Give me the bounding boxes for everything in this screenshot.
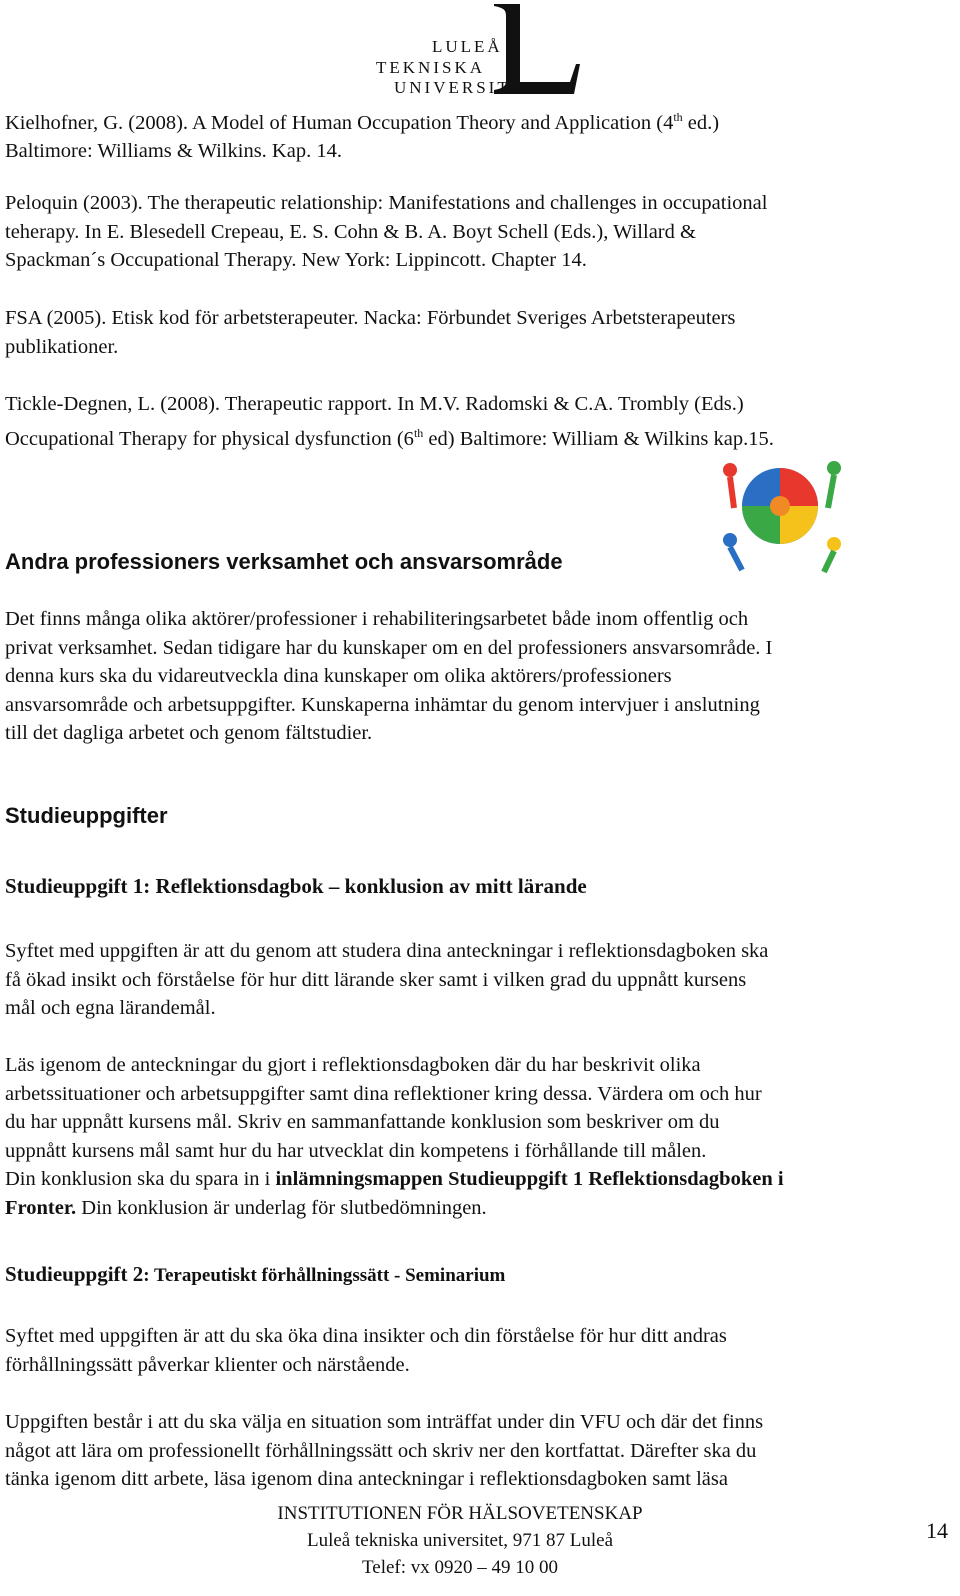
section-heading-study-tasks: Studieuppgifter [5, 803, 168, 828]
ref-text: FSA (2005). Etisk kod för arbetsterapeuter. Nacka: Förbundet Sveriges Arbetsterapeuters [5, 307, 736, 329]
ref-text: ed) Baltimore: William & Wilkins kap.15. [423, 427, 774, 450]
ref-text: Occupational Therapy for physical dysfunction (6 [5, 427, 414, 450]
paragraph-text: Din konklusion är underlag för slutbedömningen. [76, 1196, 487, 1219]
footer-institution: INSTITUTIONEN FÖR HÄLSOVETENSKAP [277, 1503, 643, 1524]
section-heading-professions: Andra professioners verksamhet och ansvarsområde [5, 549, 563, 574]
task-1-paragraph-2 [5, 1051, 950, 1222]
logo-line-1: LULEÅ [432, 37, 503, 56]
paragraph-line: ansvarsområde och arbetsuppgifter. Kunskaperna inhämtar du genom intervjuer i anslutning [5, 693, 760, 716]
paragraph-line: Syftet med uppgiften är att du genom att studera dina anteckningar i reflektionsdagboken ska [5, 940, 769, 962]
page-footer [240, 1500, 680, 1581]
ref-text: Tickle-Degnen, L. (2008). Therapeutic rapport. In M.V. Radomski & C.A. Trombly (Eds.) [5, 393, 744, 415]
reference-peloquin [5, 189, 950, 275]
paragraph-text: Din konklusion ska du spara in i [5, 1168, 276, 1190]
task-2-label: Studieuppgift 2 [5, 1262, 144, 1286]
page-number: 14 [926, 1518, 948, 1543]
paragraph-line: privat verksamhet. Sedan tidigare har du kunskaper om en del professioners ansvarsområde. I [5, 636, 773, 659]
footer-phone: Telef: vx 0920 – 49 10 00 [361, 1557, 559, 1578]
task-2-paragraph-1 [5, 1322, 950, 1379]
task-2-paragraph-2 [5, 1408, 950, 1494]
paragraph-line: arbetssituationer och arbetsuppgifter samt dina reflektioner kring dessa. Värdera om och hur [5, 1082, 762, 1105]
logo-line-2: TEKNISKA [376, 58, 485, 77]
logo-line-3: UNIVERSITET [394, 78, 538, 97]
paragraph-line: till det dagliga arbetet och genom fältstudier. [5, 722, 373, 744]
task-1-title: Studieuppgift 1: Reflektionsdagbok – konklusion av mitt lärande [5, 874, 587, 898]
paragraph-line: Läs igenom de anteckningar du gjort i reflektionsdagboken där du har beskrivit olika [5, 1054, 701, 1076]
superscript: th [673, 110, 683, 124]
paragraph-line: mål och egna lärandemål. [5, 997, 216, 1019]
paragraph-line: få ökad insikt och förståelse för hur ditt lärande sker samt i vilken grad du uppnått kursens [5, 968, 747, 991]
puzzle-people-illustration [716, 448, 850, 574]
task-2-title [5, 1262, 505, 1287]
ref-text: Peloquin (2003). The therapeutic relationship: Manifestations and challenges in occupational [5, 192, 768, 214]
paragraph-line: denna kurs ska du vidareutveckla dina kunskaper om olika aktörers/professioners [5, 665, 672, 687]
reference-tickle-degnen [5, 390, 950, 453]
section-professions-paragraph [5, 605, 950, 748]
paragraph-line: Uppgiften består i att du ska välja en situation som inträffat under din VFU och där det finns [5, 1411, 764, 1433]
ref-text: publikationer. [5, 335, 119, 358]
submission-folder-name: inlämningsmappen Studieuppgift 1 Reflektionsdagboken i [275, 1168, 784, 1190]
ref-text: Baltimore: Williams & Wilkins. Kap. 14. [5, 140, 342, 163]
task-1-paragraph-1 [5, 937, 950, 1023]
ref-text: Kielhofner, G. (2008). A Model of Human Occupation Theory and Application (4 [5, 111, 674, 134]
ref-text: Spackman´s Occupational Therapy. New York: Lippincott. Chapter 14. [5, 249, 587, 271]
reference-fsa [5, 304, 950, 361]
paragraph-line: du har uppnått kursens mål. Skriv en sammanfattande konklusion som beskriver om du [5, 1111, 720, 1133]
superscript: th [413, 425, 424, 440]
paragraph-line: Det finns många olika aktörer/professioner i rehabiliteringsarbetet både inom offentlig och [5, 608, 749, 630]
submission-folder-name: Fronter. [5, 1196, 77, 1219]
ref-text: teherapy. In E. Blesedell Crepeau, E. S. Cohn & B. A. Boyt Schell (Eds.), Willard & [5, 220, 696, 243]
task-2-subtitle: : Terapeutiskt förhållningssätt - Seminarium [143, 1265, 506, 1286]
paragraph-line: tänka igenom ditt arbete, läsa igenom dina anteckningar i reflektionsdagboken samt läsa [5, 1468, 728, 1490]
paragraph-line: förhållningssätt påverkar klienter och närstående. [5, 1353, 410, 1376]
university-logo [376, 0, 586, 100]
paragraph-line: Syftet med uppgiften är att du ska öka dina insikter och din förståelse för hur ditt andras [5, 1325, 727, 1347]
paragraph-line: uppnått kursens mål samt hur du har utvecklat din kompetens i förhållande till målen. [5, 1139, 707, 1162]
ref-text: ed.) [682, 111, 720, 134]
footer-address: Luleå tekniska universitet, 971 87 Luleå [306, 1530, 614, 1551]
reference-kielhofner [5, 103, 950, 166]
paragraph-line: något att lära om professionellt förhållningssätt och skriv ner den kortfattat. Därefter ska du [5, 1439, 757, 1462]
